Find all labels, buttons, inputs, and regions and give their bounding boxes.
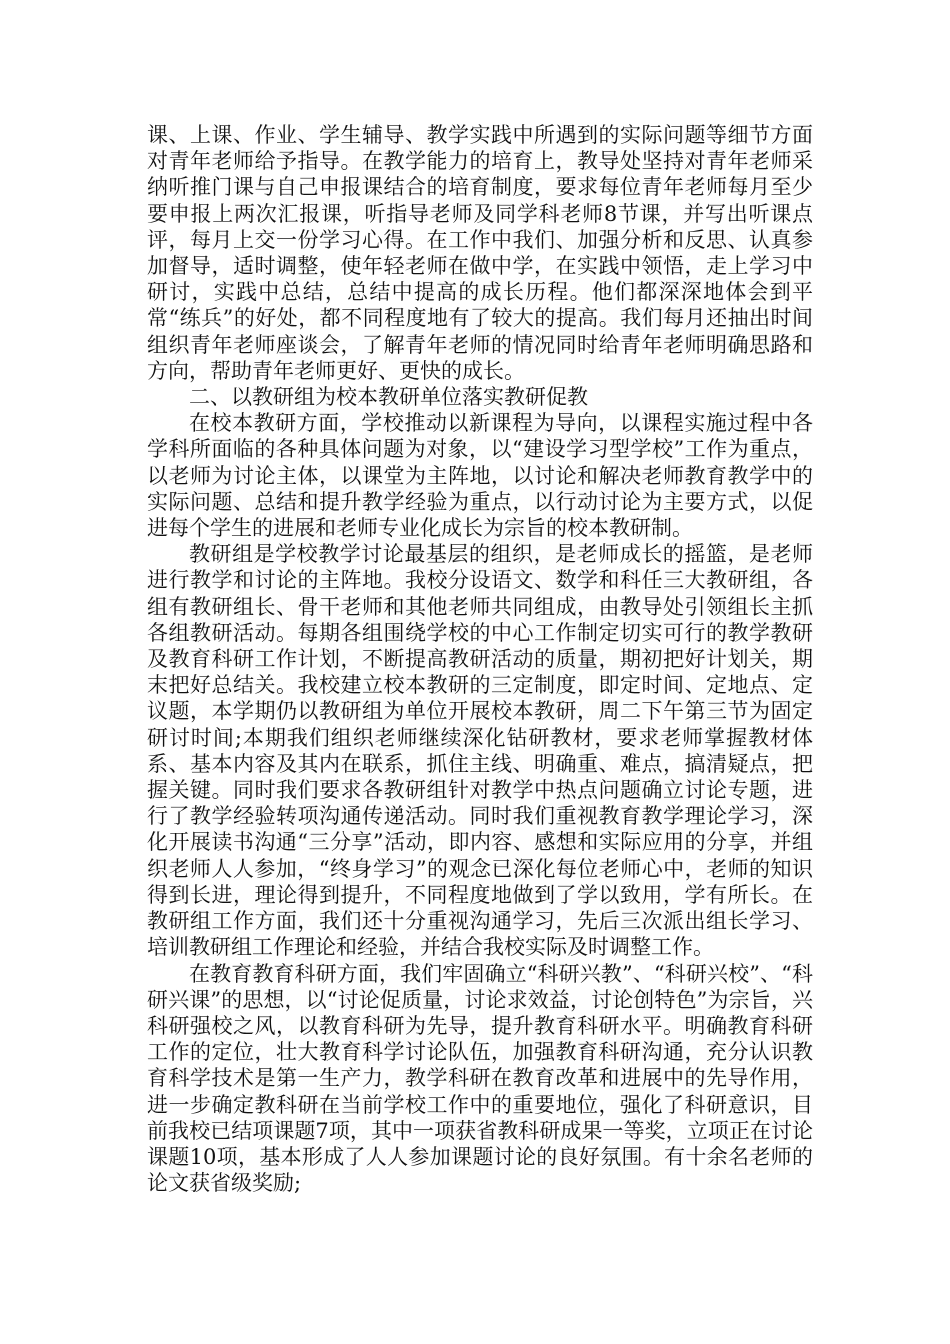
paragraph-continuation: 课、上课、作业、学生辅导、教学实践中所遇到的实际问题等细节方面对青年老师给予指导。在教学能力的培育上，教导处坚持对青年老师采纳听推门课与自己申报课结合的培育制度，要求每位青年老师每月至少要申报上两次汇报课，听指导老师及同学科老师8节课，并写出听课点评，每月上交一份学习心得。在工作中我们、加强分析和反思、认真参加督导，适时调整，使年轻老师在做中学，在实践中领悟，走上学习中研讨，实践中总结，总结中提高的成长历程。他们都深深地体会到平常“练兵”的好处，都不同程度地有了较大的提高。我们每月还抽出时间组织青年老师座谈会，了解青年老师的情况同时给青年老师明确思路和方向，帮助青年老师更好、更快的成长。 — [147, 123, 813, 383]
paragraph-school-research: 在校本教研方面，学校推动以新课程为导向，以课程实施过程中各学科所面临的各种具体问题为对象，以“建设学习型学校”工作为重点，以老师为讨论主体，以课堂为主阵地，以讨论和解决老师教育教学中的实际问题、总结和提升教学经验为重点，以行动讨论为主要方式，以促进每个学生的进展和老师专业化成长为宗旨的校本教研制。 — [147, 411, 813, 541]
document-body — [147, 122, 813, 1196]
paragraph-education-research: 在教育教育科研方面，我们牢固确立“科研兴教”、“科研兴校”、“科研兴课”的思想，以“讨论促质量，讨论求效益，讨论创特色”为宗旨，兴科研强校之风，以教育科研为先导，提升教育科研水平。明确教育科研工作的定位，壮大教育科学讨论队伍，加强教育科研沟通，充分认识教育科学技术是第一生产力，教学科研在教育改革和进展中的先导作用，进一步确定教科研在当前学校工作中的重要地位，强化了科研意识，目前我校已结项课题7项，其中一项获省教科研成果一等奖，立项正在讨论课题10项，基本形成了人人参加课题讨论的良好氛围。有十余名老师的论文获省级奖励; — [147, 961, 813, 1196]
section-heading: 二、以教研组为校本教研单位落实教研促教 — [189, 385, 588, 410]
paragraph-research-groups: 教研组是学校教学讨论最基层的组织，是老师成长的摇篮，是老师进行教学和讨论的主阵地。我校分设语文、数学和科任三大教研组，各组有教研组长、骨干老师和其他老师共同组成，由教导处引领组长主抓各组教研活动。每期各组围绕学校的中心工作制定切实可行的教学教研及教育科研工作计划，不断提高教研活动的质量，期初把好计划关，期末把好总结关。我校建立校本教研的三定制度，即定时间、定地点、定议题，本学期仍以教研组为单位开展校本教研，周二下午第三节为固定研讨时间;本期我们组织老师继续深化钻研教材，要求老师掌握教材体系、基本内容及其内在联系，抓住主线、明确重、难点，搞清疑点，把握关键。同时我们要求各教研组针对教学中热点问题确立讨论专题，进行了教学经验转项沟通传递活动。同时我们重视教育教学理论学习，深化开展读书沟通“三分享”活动，即内容、感想和实际应用的分享，并组织老师人人参加，“终身学习”的观念已深化每位老师心中，老师的知识得到长进，理论得到提升，不同程度地做到了学以致用，学有所长。在教研组工作方面，我们还十分重视沟通学习，先后三次派出组长学习、培训教研组工作理论和经验，并结合我校实际及时调整工作。 — [147, 542, 813, 960]
